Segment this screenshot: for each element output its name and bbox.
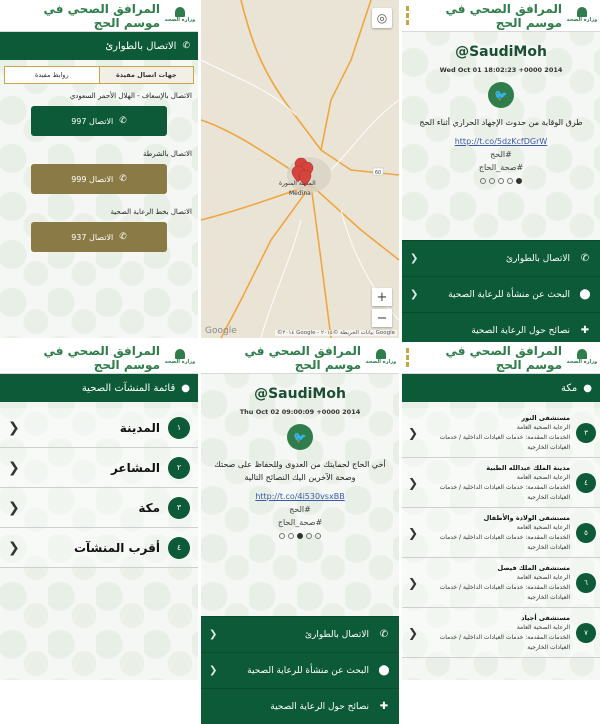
region-row[interactable] <box>0 488 198 528</box>
first-aid-icon: ✚ <box>580 325 590 336</box>
facility-name: مدينة الملك عبدالله الطبية <box>486 463 570 472</box>
facility-type: الرعاية الصحية العامة <box>516 473 570 481</box>
tweet-card <box>402 44 600 240</box>
contacts-tabs <box>4 66 194 84</box>
facility-services: الخدمات المقدمة: خدمات العيادات الداخلية / خدمات العيادات الخارجية <box>439 633 570 651</box>
chevron-left-icon: ❮ <box>408 525 419 540</box>
emergency-contacts-screen <box>0 0 198 338</box>
facility-info <box>424 413 570 453</box>
menu-emergency-call[interactable] <box>201 616 399 652</box>
app-header <box>402 342 600 374</box>
phone-icon: ✆ <box>182 41 190 51</box>
carousel-dot[interactable] <box>288 533 294 539</box>
tweet-card <box>201 386 399 616</box>
facility-services: الخدمات المقدمة: خدمات العيادات الداخلية / خدمات العيادات الخارجية <box>439 533 570 551</box>
tweet-link[interactable]: http://t.co/4i530vsxBB <box>255 492 345 501</box>
phone-icon: ✆ <box>379 629 389 640</box>
app-header <box>201 342 399 374</box>
menu-item-label: الاتصال بالطوارئ <box>506 253 570 264</box>
carousel-dots <box>201 533 399 539</box>
phone-icon: ✆ <box>580 253 590 264</box>
ministry-logo: وزارة الصحة <box>568 347 596 369</box>
facility-type: الرعاية الصحية العامة <box>516 523 570 531</box>
locate-icon: ◎ <box>376 11 388 25</box>
route-shield: 60 <box>374 170 382 176</box>
region-row[interactable] <box>0 448 198 488</box>
tweet-hashtag[interactable]: #صحة_الحاج <box>277 518 323 527</box>
facility-info <box>424 513 570 553</box>
facility-info <box>424 463 570 503</box>
menu-item-label: البحث عن منشأة للرعاية الصحية <box>448 289 570 300</box>
chevron-left-icon: ❮ <box>408 575 419 590</box>
chevron-left-icon: ❮ <box>209 629 218 640</box>
carousel-dots <box>402 178 600 184</box>
menu-icon[interactable] <box>406 6 409 25</box>
tweet-hashtag[interactable]: #الحج <box>490 150 512 159</box>
facility-name: مستشفى النور <box>521 413 570 422</box>
tweet-date: Wed Oct 01 18:02:23 +0000 2014 <box>439 66 563 74</box>
phone-icon: ✆ <box>119 232 127 242</box>
facility-services: الخدمات المقدمة: خدمات العيادات الداخلية / خدمات العيادات الخارجية <box>439 583 570 601</box>
location-pin-icon: ● <box>181 382 190 394</box>
menu-item-label: البحث عن منشأة للرعاية الصحية <box>247 665 369 676</box>
region-number: ٤ <box>168 537 190 559</box>
ministry-logo: وزارة الصحة <box>367 347 395 369</box>
facility-row[interactable] <box>402 608 600 658</box>
zoom-in-button[interactable]: + <box>372 288 392 306</box>
map-screen[interactable] <box>201 0 399 338</box>
facility-number: ٥ <box>576 523 596 543</box>
map-canvas[interactable] <box>201 0 399 338</box>
menu-health-tips[interactable] <box>201 688 399 724</box>
menu-emergency-call[interactable] <box>402 240 600 276</box>
home-screen-2 <box>201 342 399 712</box>
facility-type: الرعاية الصحية العامة <box>516 623 570 631</box>
carousel-dot[interactable] <box>507 178 513 184</box>
menu-search-facility[interactable] <box>201 652 399 688</box>
facilities-list-bar <box>0 374 198 402</box>
facility-row[interactable] <box>402 408 600 458</box>
chevron-left-icon: ❮ <box>408 625 419 640</box>
region-bar <box>402 374 600 402</box>
menu-item-label: الاتصال بالطوارئ <box>305 629 369 640</box>
carousel-dot[interactable] <box>498 178 504 184</box>
region-name: المشاعر <box>110 460 160 475</box>
contact-label: الاتصال بالإسعاف - الهلال الأحمر السعودي <box>69 92 192 100</box>
region-number: ١ <box>168 417 190 439</box>
ministry-logo: وزارة الصحة <box>166 5 194 27</box>
contact-label: الاتصال بخط الرعاية الصحية <box>110 208 192 216</box>
app-title: المرافق الصحي في موسم الحج <box>244 343 361 372</box>
menu-item-label: نصائح حول الرعاية الصحية <box>270 701 369 712</box>
tab-useful-links[interactable]: روابط مفيدة <box>5 67 99 83</box>
location-pin-icon: ● <box>583 382 592 394</box>
carousel-dot[interactable] <box>306 533 312 539</box>
tweet-handle: @SaudiMoh <box>455 44 547 60</box>
app-title: المرافق الصحي في موسم الحج <box>43 343 160 372</box>
carousel-dot-active[interactable] <box>516 178 522 184</box>
app-title: المرافق الصحي في موسم الحج <box>43 1 160 30</box>
facility-name: مستشفى أجياد <box>521 613 570 622</box>
chevron-left-icon: ❮ <box>8 539 20 556</box>
facility-name: مستشفى الملك فيصل <box>497 563 570 572</box>
twitter-bird-icon: 🐦 <box>287 424 313 450</box>
chevron-left-icon: ❮ <box>209 665 218 676</box>
facilities-list-label: قائمة المنشآت الصحية <box>81 382 176 394</box>
region-name: أقرب المنشآت <box>73 540 160 555</box>
call-button-label: الاتصال 999 <box>71 174 114 184</box>
region-row[interactable] <box>0 528 198 568</box>
home-screen-1 <box>402 0 600 338</box>
region-number: ٣ <box>168 497 190 519</box>
region-number: ٢ <box>168 457 190 479</box>
chevron-left-icon: ❮ <box>408 475 419 490</box>
call-937-button[interactable] <box>31 222 167 252</box>
carousel-dot[interactable] <box>279 533 285 539</box>
facility-regions-screen <box>0 342 198 680</box>
carousel-dot[interactable] <box>489 178 495 184</box>
facility-type: الرعاية الصحية العامة <box>516 573 570 581</box>
call-button-label: الاتصال 937 <box>71 232 114 242</box>
facility-info <box>424 613 570 653</box>
facility-number: ٧ <box>576 623 596 643</box>
app-title: المرافق الصحي في موسم الحج <box>445 1 562 30</box>
tweet-link[interactable]: http://t.co/5dzKcfDGrW <box>454 137 548 146</box>
map-city-english: Medina <box>289 190 311 197</box>
tab-useful-contacts[interactable]: جهات اتصال مفيدة <box>99 67 194 83</box>
facility-number: ٤ <box>576 473 596 493</box>
contact-section-ambulance <box>0 92 198 136</box>
region-row[interactable] <box>0 408 198 448</box>
google-logo: Google <box>205 326 237 336</box>
chevron-left-icon: ❮ <box>8 459 20 476</box>
phone-icon: ✆ <box>119 116 127 126</box>
carousel-dot[interactable] <box>315 533 321 539</box>
facility-number: ٣ <box>576 423 596 443</box>
menu-icon[interactable] <box>406 348 409 367</box>
tweet-text: أخي الحاج لحمايتك من العدوى وللحفاظ على صحتك وصحة الآخرين اليك النصائح التالية <box>214 460 386 482</box>
facility-row[interactable] <box>402 558 600 608</box>
region-bar-label: مكة <box>561 382 578 394</box>
contact-label: الاتصال بالشرطة <box>142 150 192 158</box>
chevron-left-icon: ❮ <box>8 419 20 436</box>
facility-info <box>424 563 570 603</box>
call-999-button[interactable] <box>31 164 167 194</box>
facility-row[interactable] <box>402 458 600 508</box>
emergency-call-label: الاتصال بالطوارئ <box>105 40 177 52</box>
map-copyright: ©٢٠١٤ Google - بيانات الخريطة ©٢٠١٤ Google <box>277 330 395 336</box>
contact-section-police <box>0 150 198 194</box>
app-title: المرافق الصحي في موسم الحج <box>445 343 562 372</box>
menu-search-facility[interactable] <box>402 276 600 312</box>
map-city-arabic: المدينة المنورة <box>279 180 316 187</box>
carousel-dot[interactable] <box>480 178 486 184</box>
tweet-hashtag[interactable]: #صحة_الحاج <box>478 163 524 172</box>
facility-services: الخدمات المقدمة: خدمات العيادات الداخلية / خدمات العيادات الخارجية <box>439 433 570 451</box>
facility-row[interactable] <box>402 508 600 558</box>
chevron-left-icon: ❮ <box>8 499 20 516</box>
app-header <box>0 342 198 374</box>
region-name: مكة <box>138 500 160 515</box>
first-aid-icon: ✚ <box>379 701 389 712</box>
makkah-facilities-screen <box>402 342 600 680</box>
ministry-logo: وزارة الصحة <box>166 347 194 369</box>
ministry-logo: وزارة الصحة <box>568 5 596 27</box>
facility-number: ٦ <box>576 573 596 593</box>
chevron-left-icon: ❮ <box>410 289 419 300</box>
phone-icon: ✆ <box>119 174 127 184</box>
menu-item-label: نصائح حول الرعاية الصحية <box>471 325 570 336</box>
twitter-bird-icon: 🐦 <box>488 82 514 108</box>
tweet-date: Thu Oct 02 09:00:09 +0000 2014 <box>239 408 361 416</box>
region-name: المدينة <box>119 420 160 435</box>
call-997-button[interactable] <box>31 106 167 136</box>
contact-section-healthcare <box>0 208 198 252</box>
carousel-dot-active[interactable] <box>297 533 303 539</box>
facility-type: الرعاية الصحية العامة <box>516 423 570 431</box>
tweet-handle: @SaudiMoh <box>254 386 346 402</box>
call-button-label: الاتصال 997 <box>71 116 114 126</box>
chevron-left-icon: ❮ <box>410 253 419 264</box>
app-header <box>402 0 600 32</box>
chevron-left-icon: ❮ <box>408 425 419 440</box>
tweet-text: طرق الوقاية من حدوث الإجهاد الحراري أثناء الحج <box>419 118 583 127</box>
zoom-out-button[interactable]: − <box>372 309 392 327</box>
tweet-hashtag[interactable]: #الحج <box>289 505 311 514</box>
facility-services: الخدمات المقدمة: خدمات العيادات الداخلية / خدمات العيادات الخارجية <box>439 483 570 501</box>
location-pin-icon: ⬤ <box>378 665 390 676</box>
app-header <box>0 0 198 32</box>
facility-name: مستشفى الولادة والأطفال <box>483 513 570 522</box>
emergency-call-bar <box>0 32 198 60</box>
locate-button[interactable] <box>372 8 392 28</box>
location-pin-icon: ⬤ <box>579 289 591 300</box>
